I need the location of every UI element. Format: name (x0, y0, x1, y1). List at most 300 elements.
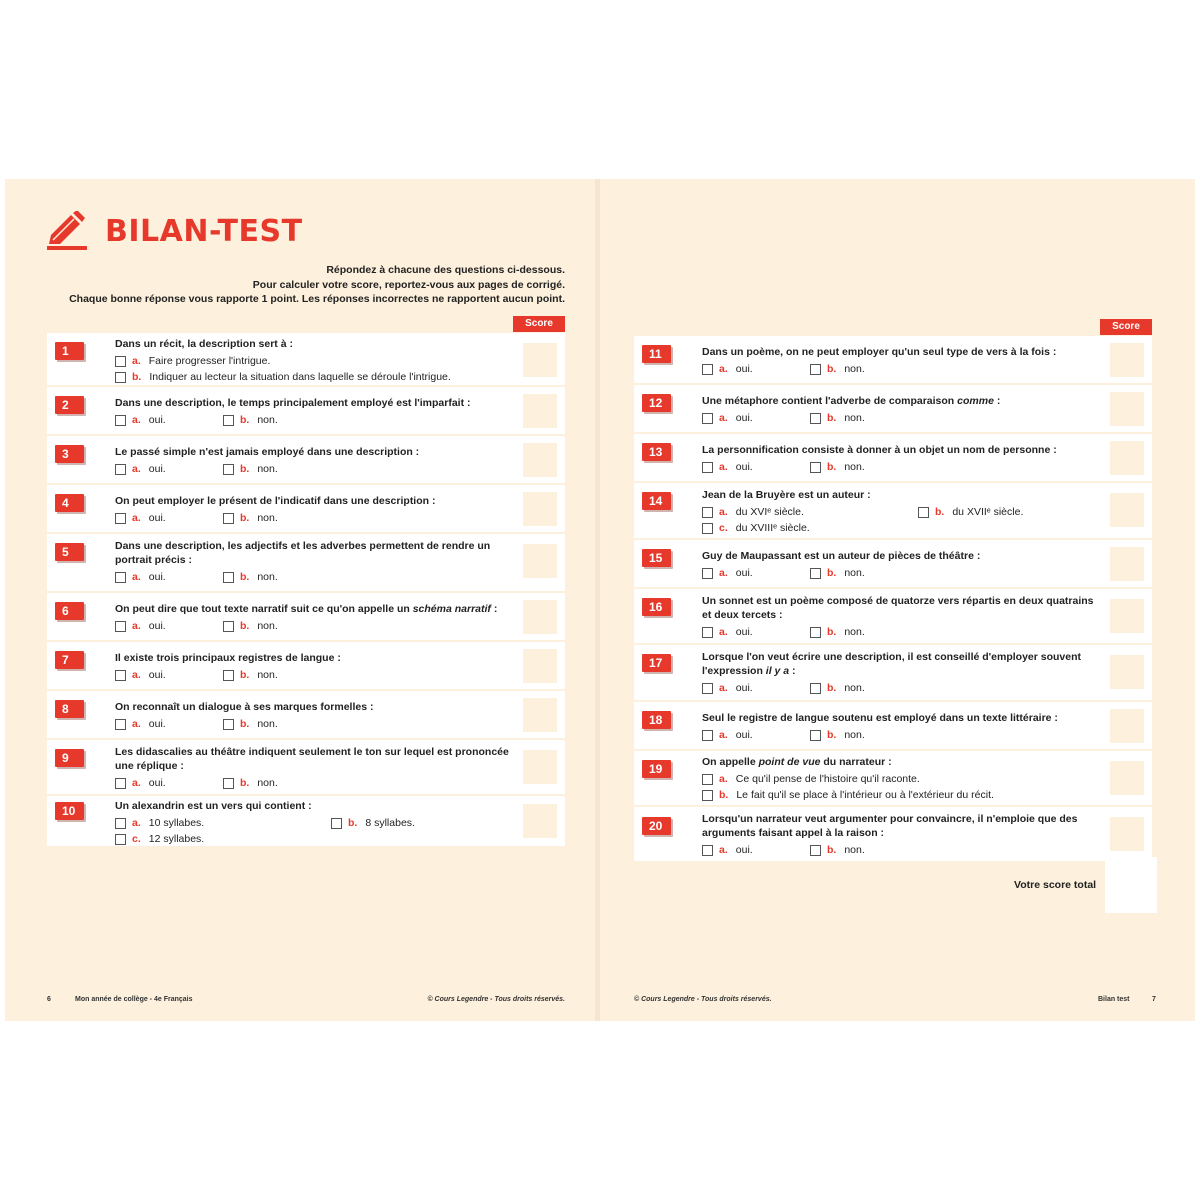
question-prompt: Le passé simple n'est jamais employé dans une description : (115, 446, 420, 458)
checkbox[interactable] (115, 834, 126, 845)
option-letter: a. (132, 669, 141, 681)
score-box[interactable] (523, 394, 557, 428)
option-label: 12 syllabes. (148, 833, 205, 845)
question-number: 11 (642, 345, 671, 363)
option-a[interactable] (115, 354, 270, 368)
option-label: oui. (735, 461, 753, 473)
checkbox[interactable] (115, 670, 126, 681)
question-text (115, 494, 509, 526)
option-label: 10 syllabes. (148, 817, 205, 829)
checkbox[interactable] (702, 507, 713, 518)
option-letter: b. (240, 512, 250, 524)
checkbox[interactable] (223, 719, 234, 730)
total-score-label: Votre score total (1014, 879, 1097, 891)
question-prompt: Une métaphore contient l'adverbe de comparaison comme : (702, 395, 1001, 407)
option-label: non. (257, 669, 278, 681)
question-prompt: Il existe trois principaux registres de langue : (115, 652, 341, 664)
option-a[interactable] (702, 625, 810, 639)
option-label: oui. (735, 626, 753, 638)
option-label: non. (844, 626, 865, 638)
option-b[interactable] (810, 411, 865, 425)
question-prompt: Un alexandrin est un vers qui contient : (115, 800, 312, 812)
option-letter: b. (719, 789, 729, 801)
option-a[interactable] (115, 776, 223, 790)
question-item (634, 589, 1152, 643)
option-b[interactable] (223, 462, 278, 476)
score-header: Score (1100, 319, 1152, 335)
option-a[interactable] (702, 681, 810, 695)
question-text (702, 755, 1096, 803)
score-box[interactable] (523, 544, 557, 578)
question-prompt: Dans une description, les adjectifs et les adverbes permettent de rendre un portrait précis : (115, 540, 491, 566)
option-letter: b. (240, 718, 250, 730)
score-box[interactable] (1110, 599, 1144, 633)
score-box[interactable] (523, 750, 557, 784)
checkbox[interactable] (115, 778, 126, 789)
option-letter: a. (719, 773, 728, 785)
option-b[interactable] (810, 362, 865, 376)
option-letter: b. (827, 567, 837, 579)
checkbox[interactable] (115, 372, 126, 383)
score-box[interactable] (1110, 655, 1144, 689)
checkbox[interactable] (223, 778, 234, 789)
option-letter: a. (132, 620, 141, 632)
question-number: 17 (642, 654, 671, 672)
checkbox[interactable] (115, 464, 126, 475)
question-list-right (634, 336, 1152, 863)
option-b[interactable] (223, 413, 278, 427)
score-box[interactable] (1110, 709, 1144, 743)
checkbox[interactable] (115, 356, 126, 367)
option-label: du XVIIIᵉ siècle. (735, 522, 810, 534)
option-label: non. (257, 620, 278, 632)
option-letter: a. (132, 355, 141, 367)
option-b[interactable] (810, 728, 865, 742)
question-prompt: Seul le registre de langue soutenu est employé dans un texte littéraire : (702, 712, 1058, 724)
option-label: non. (844, 461, 865, 473)
answer-options (115, 716, 509, 732)
question-text (702, 443, 1096, 475)
score-box[interactable] (1110, 392, 1144, 426)
question-prompt: Un sonnet est un poème composé de quatorze vers répartis en deux quatrains et deux tercets : (702, 595, 1094, 621)
question-text (115, 445, 509, 477)
checkbox[interactable] (810, 413, 821, 424)
checkbox[interactable] (115, 818, 126, 829)
score-box[interactable] (523, 492, 557, 526)
instruction-line: Chaque bonne réponse vous rapporte 1 point. Les réponses incorrectes ne rapportent aucun point. (69, 293, 565, 305)
question-number: 14 (642, 492, 671, 510)
checkbox[interactable] (115, 572, 126, 583)
option-b[interactable] (223, 717, 278, 731)
answer-options (115, 569, 509, 585)
checkbox[interactable] (223, 572, 234, 583)
option-letter: c. (132, 833, 141, 845)
answer-options (115, 667, 509, 683)
option-label: non. (257, 512, 278, 524)
option-a[interactable] (115, 668, 223, 682)
checkbox[interactable] (223, 415, 234, 426)
question-number: 9 (55, 749, 84, 767)
question-text (115, 396, 509, 428)
option-a[interactable] (702, 566, 810, 580)
option-letter: b. (240, 669, 250, 681)
option-letter: a. (132, 777, 141, 789)
option-letter: b. (240, 777, 250, 789)
question-item (634, 434, 1152, 481)
checkbox[interactable] (702, 683, 713, 694)
option-label: oui. (735, 682, 753, 694)
option-label: oui. (148, 777, 166, 789)
checkbox[interactable] (702, 845, 713, 856)
question-item (47, 740, 565, 794)
option-letter: a. (132, 571, 141, 583)
option-letter: a. (132, 817, 141, 829)
checkbox[interactable] (702, 364, 713, 375)
footer-page-number: 6 (47, 996, 51, 1003)
checkbox[interactable] (810, 627, 821, 638)
option-letter: a. (719, 506, 728, 518)
option-label: 8 syllabes. (365, 817, 415, 829)
option-label: Indiquer au lecteur la situation dans laquelle se déroule l'intrigue. (149, 371, 451, 383)
option-label: oui. (735, 412, 753, 424)
option-label: oui. (148, 669, 166, 681)
checkbox[interactable] (223, 621, 234, 632)
option-a[interactable] (702, 411, 810, 425)
question-list-left (47, 333, 565, 848)
option-b[interactable] (810, 460, 865, 474)
option-letter: a. (132, 414, 141, 426)
question-item (634, 336, 1152, 383)
question-number: 3 (55, 445, 84, 463)
option-b[interactable] (223, 776, 278, 790)
answer-options (115, 353, 509, 385)
score-box[interactable] (523, 443, 557, 477)
option-letter: b. (348, 817, 358, 829)
option-b[interactable] (810, 566, 865, 580)
question-number: 15 (642, 549, 671, 567)
option-letter: a. (719, 682, 728, 694)
answer-options (115, 618, 509, 634)
question-item (47, 485, 565, 532)
option-letter: a. (719, 729, 728, 741)
question-item (47, 534, 565, 591)
option-label: non. (844, 412, 865, 424)
option-b[interactable] (810, 681, 865, 695)
checkbox[interactable] (331, 818, 342, 829)
question-number: 5 (55, 543, 84, 561)
question-text (702, 711, 1096, 743)
score-box[interactable] (1110, 761, 1144, 795)
book-spread (5, 179, 1195, 1021)
option-letter: a. (132, 463, 141, 475)
question-number: 8 (55, 700, 84, 718)
question-text (702, 594, 1096, 640)
checkbox[interactable] (702, 568, 713, 579)
option-label: oui. (735, 844, 753, 856)
checkbox[interactable] (702, 413, 713, 424)
option-a[interactable] (702, 772, 920, 786)
question-prompt: On peut employer le présent de l'indicatif dans une description : (115, 495, 436, 507)
question-number: 2 (55, 396, 84, 414)
option-label: oui. (148, 463, 166, 475)
question-number: 18 (642, 711, 671, 729)
question-number: 7 (55, 651, 84, 669)
option-a[interactable] (702, 505, 918, 519)
question-text (702, 488, 1096, 536)
option-label: oui. (735, 363, 753, 375)
question-prompt: Lorsque l'on veut écrire une description, il est conseillé d'employer souvent l'expression il y a : (702, 651, 1082, 677)
question-item (47, 387, 565, 434)
option-letter: a. (719, 412, 728, 424)
option-label: oui. (735, 567, 753, 579)
checkbox[interactable] (810, 845, 821, 856)
option-a[interactable] (115, 816, 331, 830)
question-item (47, 593, 565, 640)
checkbox[interactable] (810, 568, 821, 579)
instructions (69, 263, 565, 307)
checkbox[interactable] (810, 462, 821, 473)
option-label: non. (844, 567, 865, 579)
question-prompt: On reconnaît un dialogue à ses marques formelles : (115, 701, 374, 713)
option-a[interactable] (115, 413, 223, 427)
checkbox[interactable] (702, 774, 713, 785)
option-letter: b. (827, 844, 837, 856)
answer-options (115, 775, 509, 791)
option-letter: b. (240, 571, 250, 583)
option-letter: b. (827, 363, 837, 375)
checkbox[interactable] (810, 364, 821, 375)
question-item (634, 645, 1152, 700)
option-label: oui. (148, 571, 166, 583)
option-a[interactable] (702, 362, 810, 376)
total-score-box[interactable] (1105, 857, 1157, 913)
question-item (47, 436, 565, 483)
option-label: non. (844, 363, 865, 375)
answer-options (702, 771, 1096, 803)
answer-options (702, 727, 1096, 743)
question-prompt: On peut dire que tout texte narratif suit ce qu'on appelle un schéma narratif : (115, 603, 498, 615)
answer-options (115, 412, 509, 428)
question-item (634, 702, 1152, 749)
option-letter: b. (827, 682, 837, 694)
option-label: du XVIᵉ siècle. (735, 506, 804, 518)
question-text (115, 745, 509, 791)
footer-page-number: 7 (1152, 996, 1156, 1003)
checkbox[interactable] (702, 790, 713, 801)
score-header: Score (513, 316, 565, 332)
option-label: oui. (148, 718, 166, 730)
checkbox[interactable] (810, 683, 821, 694)
option-letter: a. (719, 844, 728, 856)
option-b[interactable] (223, 570, 278, 584)
score-box[interactable] (523, 343, 557, 377)
question-prompt: Dans un poème, on ne peut employer qu'un seul type de vers à la fois : (702, 346, 1057, 358)
score-box[interactable] (1110, 493, 1144, 527)
option-a[interactable] (115, 619, 223, 633)
answer-options (115, 461, 509, 477)
answer-options (702, 842, 1096, 858)
question-text (115, 337, 509, 385)
option-label: non. (257, 463, 278, 475)
option-letter: a. (132, 512, 141, 524)
option-a[interactable] (702, 843, 810, 857)
option-label: oui. (148, 620, 166, 632)
answer-options (115, 510, 509, 526)
question-number: 6 (55, 602, 84, 620)
question-text (702, 650, 1096, 696)
option-b[interactable] (918, 505, 1023, 519)
option-label: du XVIIᵉ siècle. (952, 506, 1024, 518)
option-label: oui. (148, 512, 166, 524)
question-number: 10 (55, 802, 84, 820)
checkbox[interactable] (223, 464, 234, 475)
option-label: Ce qu'il pense de l'histoire qu'il raconte. (735, 773, 920, 785)
question-prompt: Jean de la Bruyère est un auteur : (702, 489, 871, 501)
option-b[interactable] (810, 843, 865, 857)
checkbox[interactable] (115, 719, 126, 730)
option-letter: b. (827, 729, 837, 741)
checkbox[interactable] (702, 730, 713, 741)
question-item (47, 691, 565, 738)
option-letter: b. (827, 626, 837, 638)
score-box[interactable] (1110, 817, 1144, 851)
question-number: 12 (642, 394, 671, 412)
option-label: Le fait qu'il se place à l'intérieur ou à l'extérieur du récit. (736, 789, 994, 801)
checkbox[interactable] (702, 627, 713, 638)
question-prompt: Dans une description, le temps principalement employé est l'imparfait : (115, 397, 471, 409)
option-letter: b. (827, 461, 837, 473)
option-label: Faire progresser l'intrigue. (148, 355, 271, 367)
checkbox[interactable] (810, 730, 821, 741)
option-letter: b. (827, 412, 837, 424)
option-c[interactable] (702, 521, 810, 535)
checkbox[interactable] (702, 462, 713, 473)
checkbox[interactable] (702, 523, 713, 534)
question-number: 1 (55, 342, 84, 360)
question-prompt: Dans un récit, la description sert à : (115, 338, 293, 350)
option-label: non. (844, 729, 865, 741)
option-letter: b. (240, 620, 250, 632)
question-text (115, 539, 509, 585)
question-item (634, 751, 1152, 805)
question-prompt: Guy de Maupassant est un auteur de pièces de théâtre : (702, 550, 981, 562)
score-box[interactable] (523, 698, 557, 732)
footer-copyright: © Cours Legendre - Tous droits réservés. (634, 996, 772, 1003)
question-number: 13 (642, 443, 671, 461)
title-block (47, 211, 303, 251)
checkbox[interactable] (115, 513, 126, 524)
answer-options (702, 565, 1096, 581)
question-number: 20 (642, 817, 671, 835)
option-b[interactable] (223, 511, 278, 525)
option-a[interactable] (702, 460, 810, 474)
option-a[interactable] (702, 728, 810, 742)
option-label: non. (257, 718, 278, 730)
option-b[interactable] (223, 619, 278, 633)
option-letter: b. (132, 371, 142, 383)
question-item (634, 483, 1152, 538)
option-letter: b. (935, 506, 945, 518)
option-letter: b. (240, 463, 250, 475)
score-box[interactable] (1110, 547, 1144, 581)
option-label: non. (257, 571, 278, 583)
option-label: oui. (735, 729, 753, 741)
question-prompt: La personnification consiste à donner à un objet un nom de personne : (702, 444, 1057, 456)
question-item (634, 807, 1152, 861)
question-item (634, 385, 1152, 432)
score-box[interactable] (1110, 343, 1144, 377)
answer-options (702, 624, 1096, 640)
score-box[interactable] (523, 804, 557, 838)
answer-options (702, 680, 1096, 696)
option-label: non. (257, 414, 278, 426)
option-b[interactable] (331, 816, 415, 830)
left-page (5, 179, 595, 1021)
question-text (115, 799, 509, 847)
checkbox[interactable] (223, 513, 234, 524)
option-letter: b. (240, 414, 250, 426)
instruction-line: Répondez à chacune des questions ci-dessous. (326, 264, 565, 276)
score-box[interactable] (523, 649, 557, 683)
checkbox[interactable] (115, 621, 126, 632)
option-b[interactable] (702, 788, 994, 802)
question-number: 16 (642, 598, 671, 616)
question-number: 4 (55, 494, 84, 512)
option-letter: a. (719, 461, 728, 473)
option-label: non. (257, 777, 278, 789)
option-label: non. (844, 682, 865, 694)
question-item (47, 333, 565, 385)
option-a[interactable] (115, 511, 223, 525)
checkbox[interactable] (115, 415, 126, 426)
option-c[interactable] (115, 832, 204, 846)
score-box[interactable] (523, 600, 557, 634)
checkbox[interactable] (918, 507, 929, 518)
footer-section: Bilan test (1098, 996, 1130, 1003)
pencil-icon (47, 211, 91, 251)
question-text (702, 812, 1096, 858)
checkbox[interactable] (223, 670, 234, 681)
option-b[interactable] (223, 668, 278, 682)
footer-copyright: © Cours Legendre - Tous droits réservés. (427, 996, 565, 1003)
score-box[interactable] (1110, 441, 1144, 475)
option-a[interactable] (115, 570, 223, 584)
footer-book-title: Mon année de collège - 4e Français (75, 996, 193, 1003)
option-letter: a. (132, 718, 141, 730)
question-number: 19 (642, 760, 671, 778)
answer-options (702, 504, 1096, 536)
option-a[interactable] (115, 462, 223, 476)
option-b[interactable] (115, 370, 451, 384)
question-prompt: On appelle point de vue du narrateur : (702, 756, 892, 768)
right-page (600, 179, 1195, 1021)
option-letter: a. (719, 567, 728, 579)
answer-options (702, 410, 1096, 426)
option-a[interactable] (115, 717, 223, 731)
option-letter: a. (719, 626, 728, 638)
answer-options (702, 361, 1096, 377)
question-text (115, 602, 509, 634)
question-item (47, 796, 565, 846)
option-label: oui. (148, 414, 166, 426)
question-text (115, 651, 509, 683)
page-title: BILAN-TEST (105, 213, 303, 249)
option-letter: c. (719, 522, 728, 534)
question-prompt: Les didascalies au théâtre indiquent seulement le ton sur lequel est prononcée une réplique : (115, 746, 509, 772)
instruction-line: Pour calculer votre score, reportez-vous aux pages de corrigé. (252, 278, 565, 291)
question-text (702, 394, 1096, 426)
option-b[interactable] (810, 625, 865, 639)
